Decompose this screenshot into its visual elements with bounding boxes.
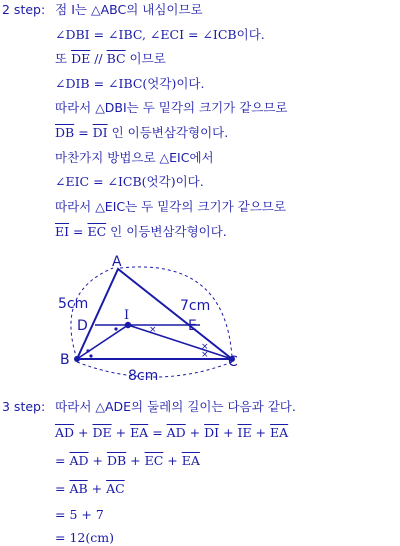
segment-name: $\overline{AD}$	[69, 453, 89, 468]
step2-label: 2 step:	[2, 2, 46, 17]
angle-mark-cross: ×	[201, 350, 209, 360]
bisector-ci	[128, 325, 232, 359]
operator: =	[148, 425, 167, 440]
segment-name: $\overline{IE}$	[237, 425, 252, 440]
operator: +	[74, 425, 93, 440]
operator: +	[163, 453, 182, 468]
angle-mark-cross: ×	[201, 342, 209, 352]
vertex-b-dot	[74, 356, 80, 362]
step3-statement-1: 따라서 △ADE의 둘레의 길이는 다음과 같다.	[55, 399, 296, 414]
step2-line-1	[2, 2, 203, 18]
angle-mark-dot	[89, 354, 92, 357]
angle-mark-dot	[86, 349, 89, 352]
operator: +	[111, 425, 131, 440]
label-e: E	[188, 318, 197, 334]
operator: =	[55, 481, 70, 496]
step3-equation-2	[55, 453, 200, 469]
label-b: B	[60, 352, 70, 368]
operator: +	[88, 453, 107, 468]
operator: +	[126, 453, 145, 468]
step2-statement-8: ∠EIC = ∠ICB(엇각)이다.	[55, 174, 204, 189]
step3-equation-4: = 5 + 7	[55, 507, 104, 522]
step2-statement-9: 따라서 △EIC는 두 밑각의 크기가 같으므로	[55, 199, 286, 214]
label-bc-length: 8cm	[128, 368, 159, 384]
operator: =	[55, 453, 70, 468]
step3-equation-3	[55, 481, 125, 497]
step2-statement-6: $\overline{DB} = \overline{DI}$ 인 이등변삼각형이다.	[55, 125, 229, 140]
arc-ab	[71, 268, 113, 359]
segment-di: $\overline{DI}$	[92, 125, 108, 140]
step3-equation-5: = 12(cm)	[55, 530, 114, 545]
segment-ec: $\overline{EC}$	[87, 224, 107, 239]
step3-label: 3 step:	[2, 399, 46, 414]
label-ab-length: 5cm	[58, 296, 89, 312]
step2-statement-7: 마찬가지 방법으로 △EIC에서	[55, 150, 214, 165]
operator: +	[87, 481, 107, 496]
segment-name: $\overline{EA}$	[181, 453, 200, 468]
segment-name: $\overline{AB}$	[69, 481, 88, 496]
operator: +	[251, 425, 270, 440]
triangle-abc	[77, 269, 232, 359]
step3-line-1	[2, 399, 296, 415]
arc-ac	[120, 267, 232, 357]
label-ac-length: 7cm	[180, 298, 211, 314]
label-c: C	[228, 354, 238, 370]
segment-name: $\overline{EA}$	[270, 425, 289, 440]
segment-de: $\overline{DE}$	[71, 51, 91, 66]
segment-name: $\overline{AC}$	[106, 481, 125, 496]
angle-mark-dot	[114, 327, 117, 330]
segment-name: $\overline{DI}$	[204, 425, 220, 440]
segment-name: $\overline{AD}$	[55, 425, 75, 440]
segment-name: $\overline{EA}$	[130, 425, 149, 440]
operator: +	[185, 425, 205, 440]
step2-statement-10: $\overline{EI} = \overline{EC}$ 인 이등변삼각형이다.	[55, 224, 227, 239]
label-i: I	[124, 308, 130, 323]
step2-statement-4: ∠DIB = ∠IBC(엇각)이다.	[55, 76, 205, 91]
step2-statement-5: 따라서 △DBI는 두 밑각의 크기가 같으므로	[55, 100, 288, 115]
step2-statement-3: 또 $\overline{DE} // \overline{BC}$ 이므로	[55, 51, 166, 66]
triangle-figure	[0, 252, 400, 392]
label-a: A	[112, 254, 122, 270]
step3-equation-1	[55, 425, 288, 441]
segment-bc: $\overline{BC}$	[106, 51, 126, 66]
step2-statement-1: 점 I는 △ABC의 내심이므로	[55, 2, 203, 17]
operator: +	[219, 425, 238, 440]
segment-ei: $\overline{EI}$	[55, 224, 70, 239]
segment-name: $\overline{DE}$	[92, 425, 112, 440]
segment-db: $\overline{DB}$	[55, 125, 75, 140]
step2-statement-2: ∠DBI = ∠IBC, ∠ECI = ∠ICB이다.	[55, 27, 265, 42]
segment-name: $\overline{DB}$	[106, 453, 127, 468]
segment-name: $\overline{AD}$	[166, 425, 186, 440]
label-d: D	[77, 318, 88, 334]
angle-mark-cross: ×	[149, 325, 157, 335]
segment-name: $\overline{EC}$	[144, 453, 164, 468]
